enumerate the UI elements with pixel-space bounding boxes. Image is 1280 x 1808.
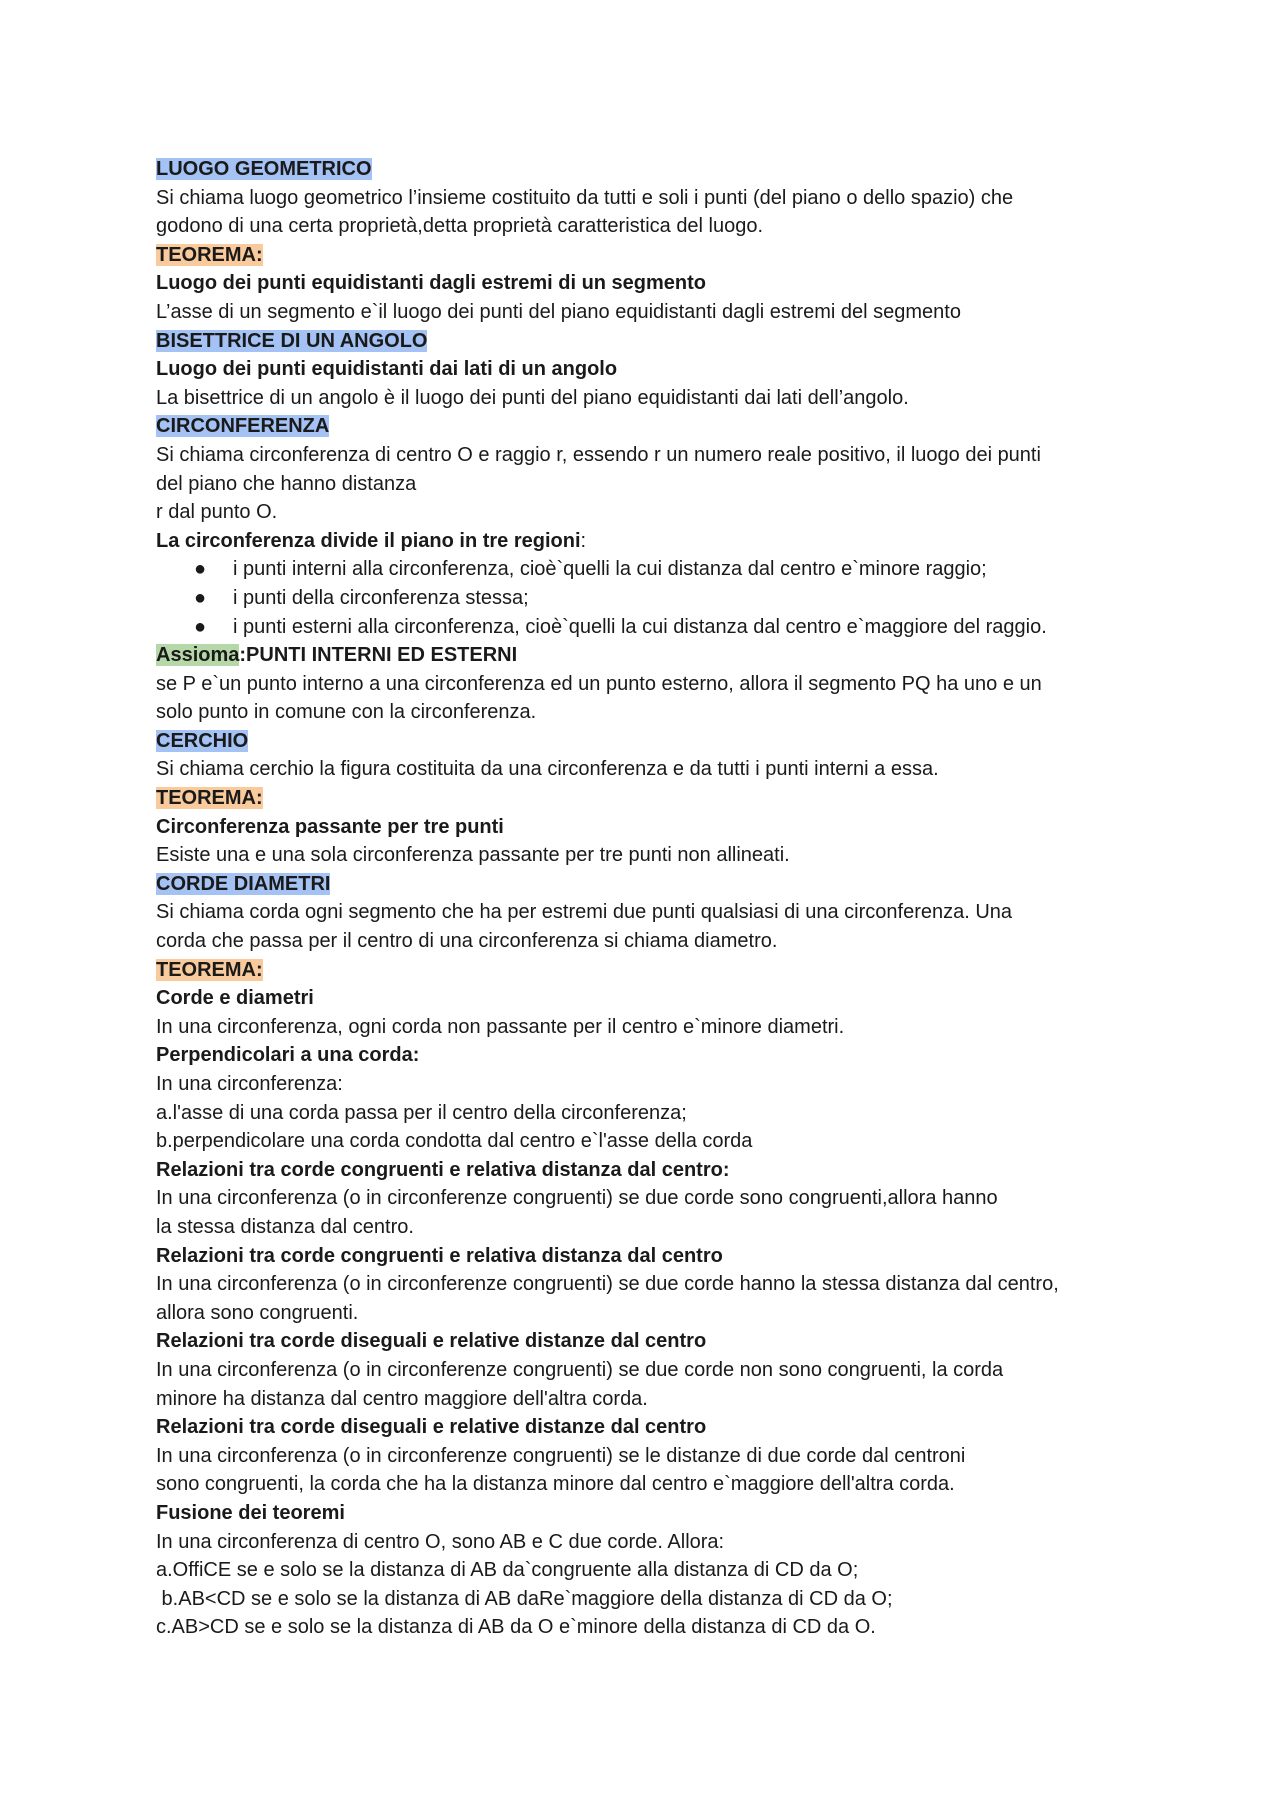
paragraph-line: La bisettrice di un angolo è il luogo dei punti del piano equidistanti dai lati dell’angolo. (156, 386, 909, 409)
theorem-title: Relazioni tra corde congruenti e relativa distanza dal centro: (156, 1158, 730, 1181)
paragraph-line: godono di una certa proprietà,detta proprietà caratteristica del luogo. (156, 215, 764, 238)
theorem-title: Fusione dei teoremi (156, 1501, 345, 1524)
paragraph-line: a.l'asse di una corda passa per il centro della circonferenza; (156, 1101, 687, 1124)
heading-assioma: Assioma:PUNTI INTERNI ED ESTERNI (156, 644, 518, 667)
paragraph-line: Si chiama luogo geometrico l’insieme costituito da tutti e soli i punti (del piano o dello spazio) che (156, 186, 1014, 209)
paragraph-line: b.AB<CD se e solo se la distanza di AB daRe`maggiore della distanza di CD da O; (156, 1587, 893, 1610)
paragraph-line: In una circonferenza (o in circonferenze congruenti) se due corde non sono congruenti, la corda (156, 1358, 1004, 1381)
theorem-title: Relazioni tra corde diseguali e relative distanze dal centro (156, 1416, 707, 1439)
theorem-title: Corde e diametri (156, 987, 314, 1010)
list-item: ● i punti della circonferenza stessa; (156, 584, 1140, 613)
theorem-title: Luogo dei punti equidistanti dagli estremi di un segmento (156, 272, 707, 295)
regioni-heading: La circonferenza divide il piano in tre regioni: (156, 529, 587, 552)
paragraph-line: allora sono congruenti. (156, 1301, 359, 1324)
theorem-title: Circonferenza passante per tre punti (156, 815, 504, 838)
paragraph-line: minore ha distanza dal centro maggiore dell'altra corda. (156, 1387, 648, 1410)
paragraph-line: In una circonferenza di centro O, sono AB e C due corde. Allora: (156, 1530, 725, 1553)
paragraph-line: c.AB>CD se e solo se la distanza di AB da O e`minore della distanza di CD da O. (156, 1616, 876, 1639)
paragraph-line: Si chiama cerchio la figura costituita da una circonferenza e da tutti i punti interni a essa. (156, 758, 939, 781)
paragraph-line: solo punto in comune con la circonferenza. (156, 701, 537, 724)
paragraph-line: b.perpendicolare una corda condotta dal centro e`l'asse della corda (156, 1130, 753, 1153)
heading-cerchio: CERCHIO (156, 729, 249, 752)
paragraph-line: sono congruenti, la corda che ha la distanza minore dal centro e`maggiore dell'altra corda. (156, 1473, 955, 1496)
list-item: ● i punti esterni alla circonferenza, cioè`quelli la cui distanza dal centro e`maggiore del raggio. (156, 613, 1140, 642)
regioni-list (156, 555, 1140, 641)
paragraph-line: In una circonferenza (o in circonferenze congruenti) se due corde hanno la stessa distanza dal centro, (156, 1273, 1059, 1296)
paragraph-line: In una circonferenza, ogni corda non passante per il centro e`minore diametri. (156, 1015, 845, 1038)
paragraph-line: se P e`un punto interno a una circonferenza ed un punto esterno, allora il segmento PQ ha uno e un (156, 672, 1042, 695)
paragraph-line: corda che passa per il centro di una circonferenza si chiama diametro. (156, 930, 778, 953)
heading-corde-diametri: CORDE DIAMETRI (156, 872, 331, 895)
theorem-title: Relazioni tra corde diseguali e relative distanze dal centro (156, 1330, 707, 1353)
label-teorema: TEOREMA: (156, 958, 263, 981)
bullet-icon: ● (194, 615, 207, 638)
paragraph-line: del piano che hanno distanza (156, 472, 417, 495)
paragraph-line: In una circonferenza (o in circonferenze congruenti) se due corde sono congruenti,allora hanno (156, 1187, 998, 1210)
bullet-icon: ● (194, 558, 207, 581)
theorem-title: Perpendicolari a una corda: (156, 1044, 420, 1067)
paragraph-line: Esiste una e una sola circonferenza passante per tre punti non allineati. (156, 844, 790, 867)
paragraph-line: In una circonferenza: (156, 1073, 343, 1095)
list-item: ● i punti interni alla circonferenza, cioè`quelli la cui distanza dal centro e`minore raggio; (156, 555, 1140, 584)
bullet-icon: ● (194, 586, 207, 609)
paragraph-line: a.OffiCE se e solo se la distanza di AB da`congruente alla distanza di CD da O; (156, 1559, 859, 1582)
theorem-title: Luogo dei punti equidistanti dai lati di un angolo (156, 358, 618, 381)
paragraph-line: In una circonferenza (o in circonferenze congruenti) se le distanze di due corde dal centroni (156, 1444, 966, 1467)
heading-luogo-geometrico: LUOGO GEOMETRICO (156, 158, 372, 180)
heading-bisettrice: BISETTRICE DI UN ANGOLO (156, 329, 428, 352)
heading-circonferenza: CIRCONFERENZA (156, 415, 330, 438)
paragraph-line: Si chiama corda ogni segmento che ha per estremi due punti qualsiasi di una circonferenza. Una (156, 901, 1013, 924)
paragraph-line: la stessa distanza dal centro. (156, 1215, 414, 1238)
theorem-title: Relazioni tra corde congruenti e relativa distanza dal centro (156, 1244, 723, 1267)
paragraph-line: Si chiama circonferenza di centro O e raggio r, essendo r un numero reale positivo, il luogo dei punti (156, 443, 1041, 466)
paragraph-line: r dal punto O. (156, 501, 278, 524)
label-teorema: TEOREMA: (156, 787, 263, 810)
label-teorema: TEOREMA: (156, 243, 263, 266)
paragraph-line: L’asse di un segmento e`il luogo dei punti del piano equidistanti dagli estremi del segmento (156, 300, 961, 323)
